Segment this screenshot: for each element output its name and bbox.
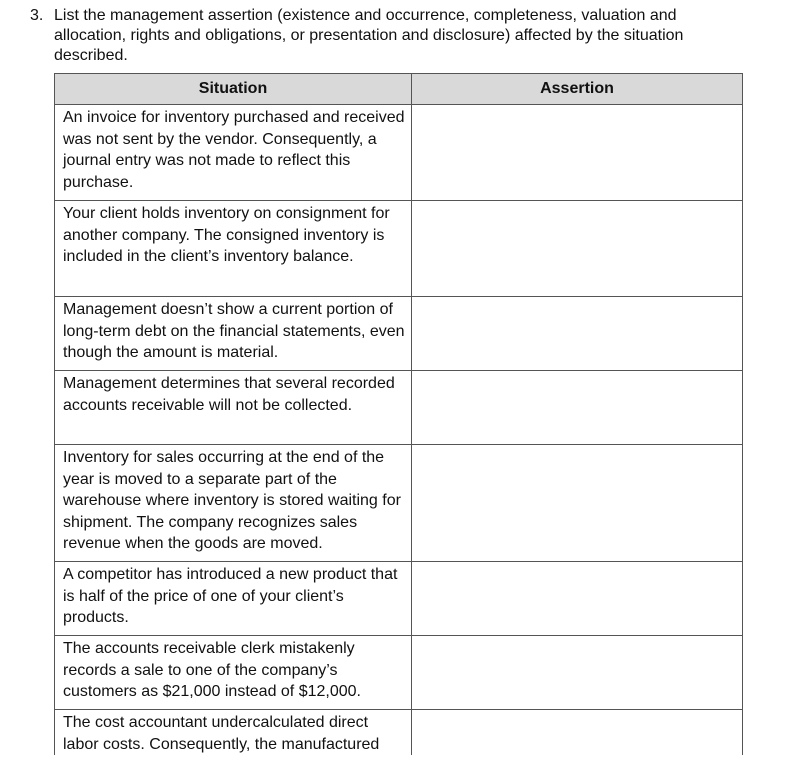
assertion-cell[interactable] [412,636,743,710]
assertion-cell[interactable] [412,297,743,371]
table-row [55,201,743,297]
question-prompt [30,6,730,66]
situation-cell: Inventory for sales occurring at the end of the year is moved to a separate part of the warehouse where inventory is stored waiting for shipment. The company recognizes sales revenue when the goods are moved. [55,445,412,562]
assertion-cell[interactable] [412,562,743,636]
situation-cell: Management doesn’t show a current portion of long-term debt on the financial statements, even though the amount is material. [55,297,412,371]
table-header-row [55,74,743,105]
table-row [55,371,743,445]
table-row [55,636,743,710]
situation-cell-text: The cost accountant undercalculated direct labor costs. Consequently, the manufactured [63,714,380,753]
situation-cell: Management determines that several recorded accounts receivable will not be collected. [55,371,412,445]
situation-cell: An invoice for inventory purchased and received was not sent by the vendor. Consequently, a journal entry was not made to reflect this purchase. [55,105,412,201]
assertion-column-header: Assertion [412,74,743,105]
situation-cell: Your client holds inventory on consignment for another company. The consigned inventory is included in the client’s inventory balance. [55,201,412,297]
situation-cell [55,710,412,756]
table-row [55,445,743,562]
assertion-cell[interactable] [412,371,743,445]
question-number: 3. [30,7,44,24]
assertion-cell[interactable] [412,445,743,562]
situation-column-header: Situation [55,74,412,105]
table-row [55,562,743,636]
assertion-cell[interactable] [412,710,743,756]
assertion-table [54,73,743,755]
assertion-cell[interactable] [412,201,743,297]
situation-cell: A competitor has introduced a new product that is half of the price of one of your client’s products. [55,562,412,636]
situation-cell: The accounts receivable clerk mistakenly records a sale to one of the company’s customers as $21,000 instead of $12,000. [55,636,412,710]
table-row [55,105,743,201]
table-row [55,297,743,371]
question-text: List the management assertion (existence and occurrence, completeness, valuation and allocation, rights and obligations, or presentation and disclosure) affected by the situation described. [54,7,684,64]
assertion-cell[interactable] [412,105,743,201]
table-row [55,710,743,756]
